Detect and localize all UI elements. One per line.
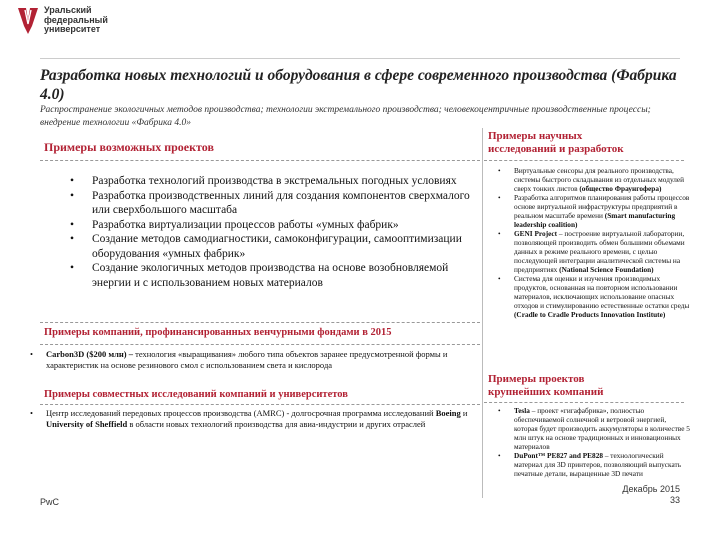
large-companies-list: [498, 406, 690, 478]
item-text: и: [460, 408, 468, 418]
project-name: GENI Project: [514, 229, 558, 238]
university-name: [44, 6, 124, 35]
page-subtitle: Распространение экологичных методов производства; технологии экстремального производства; человекоцентричные производственные процессы; внедрение технологии «Фабрика 4.0»: [40, 105, 651, 128]
list-item: • Создание методов самодиагностики, самоконфигурации, самооптимизации оборудования «умных фабрик»: [70, 232, 470, 261]
list-item: [498, 451, 690, 478]
university-logo-icon: [16, 6, 40, 36]
org-name: (Cradle to Cradle Products Innovation Institute): [514, 310, 666, 319]
company-name: Tesla: [514, 406, 530, 415]
list-item: • Создание экологичных методов производства на основе возобновляемой энергии и с использованием новых материалов: [70, 261, 470, 290]
logo-line: университет: [44, 24, 101, 34]
section-divider: [484, 160, 684, 161]
list-item: [498, 406, 690, 451]
org-name: (National Science Foundation): [559, 265, 654, 274]
item-text: – проект «гигафабрика», полностью обеспечиваемой солнечной и ветровой энергией, которая будет производить аккумуляторы в количестве 5 млн штук на основе традиционных и инновационных материалов: [514, 406, 690, 451]
item-text: Система для оценки и изучения производимых продуктов, основанная на повторном использовании материалов, исключающих использование опасных отходов и стимулированию естественные остатки среды: [514, 274, 690, 310]
list-item: [498, 229, 690, 274]
top-divider: [40, 58, 680, 59]
section-divider: [40, 160, 480, 161]
joint-research-header: Примеры совместных исследований компаний и университетов: [44, 389, 348, 400]
list-item: [30, 408, 470, 429]
page-number: 33: [669, 495, 680, 505]
item-text: в области новых технологий производства для авиа-индустрии и других отраслей: [127, 418, 426, 429]
company-name: DuPont™ PE827 and PE828: [514, 451, 603, 460]
footer-date: Декабрь 2015: [622, 484, 680, 494]
joint-research-list: [30, 408, 470, 429]
item-text: – построение виртуальной лаборатории, позволяющей производить обмен большими объемами данных в режиме реального времени, с целью последующей интеграции аналитической системы на предприятиях: [514, 229, 685, 274]
possible-projects-list: [70, 174, 470, 290]
section-divider: [40, 404, 480, 405]
possible-projects-header: Примеры возможных проектов: [44, 140, 214, 154]
university-name-bold: University of Sheffield: [46, 418, 128, 429]
scientific-research-header: Примеры научных исследований и разработок: [488, 130, 624, 155]
org-name: (Smart manufacturing leadership coalition): [514, 211, 676, 229]
logo-line: Уральский: [44, 5, 92, 15]
vc-companies-list: [30, 349, 470, 370]
company-description: технология «выращивания» любого типа объектов заранее предусмотренной формы и характеристик на основе резинового смол с использованием света и кислорода: [46, 349, 448, 370]
section-divider: [40, 322, 480, 323]
list-item: [498, 274, 690, 319]
item-text: Виртуальные сенсоры для реального производства, системы быстрого складывания из отдельных модулей сверх тонких листов: [514, 166, 685, 193]
footer-meta: [618, 484, 680, 506]
list-item: • Разработка производственных линий для создания компонентов сверхмалого или сверхбольшого масштаба: [70, 189, 470, 218]
column-divider: [482, 128, 483, 498]
section-divider: [40, 344, 480, 345]
logo-line: федеральный: [44, 14, 108, 25]
vc-companies-header: Примеры компаний, профинансированных венчурными фондами в 2015: [44, 327, 392, 338]
company-name: Carbon3D ($200 млн) –: [46, 349, 133, 359]
page-title: Разработка новых технологий и оборудования в сфере современного производства (Фабрика 4.0): [40, 67, 677, 103]
section-divider: [484, 402, 684, 403]
scientific-research-list: [498, 166, 690, 319]
company-name: Boeing: [435, 408, 461, 418]
item-text: Центр исследований передовых процессов производства (AMRC) - долгосрочная программа исследований: [46, 408, 436, 418]
item-text: – технологический материал для 3D принтеров, позволяющий выпускать печатные детали, выращенные 3D печати: [514, 451, 682, 478]
list-item: [498, 193, 690, 229]
large-companies-header: Примеры проектов крупнейших компаний: [488, 373, 604, 398]
org-name: (общество Фраунгофера): [579, 184, 662, 193]
item-text: Разработка алгоритмов планирования работы процессов основе виртуальной инфраструктуры предприятий в реальном масштабе времени: [514, 193, 690, 220]
footer-brand: PwC: [40, 497, 60, 507]
list-item: • Разработка технологий производства в экстремальных погодных условиях: [70, 174, 470, 189]
list-item: [30, 349, 470, 370]
list-item: [498, 166, 690, 193]
list-item: • Разработка виртуализации процессов работы «умных фабрик»: [70, 218, 470, 233]
